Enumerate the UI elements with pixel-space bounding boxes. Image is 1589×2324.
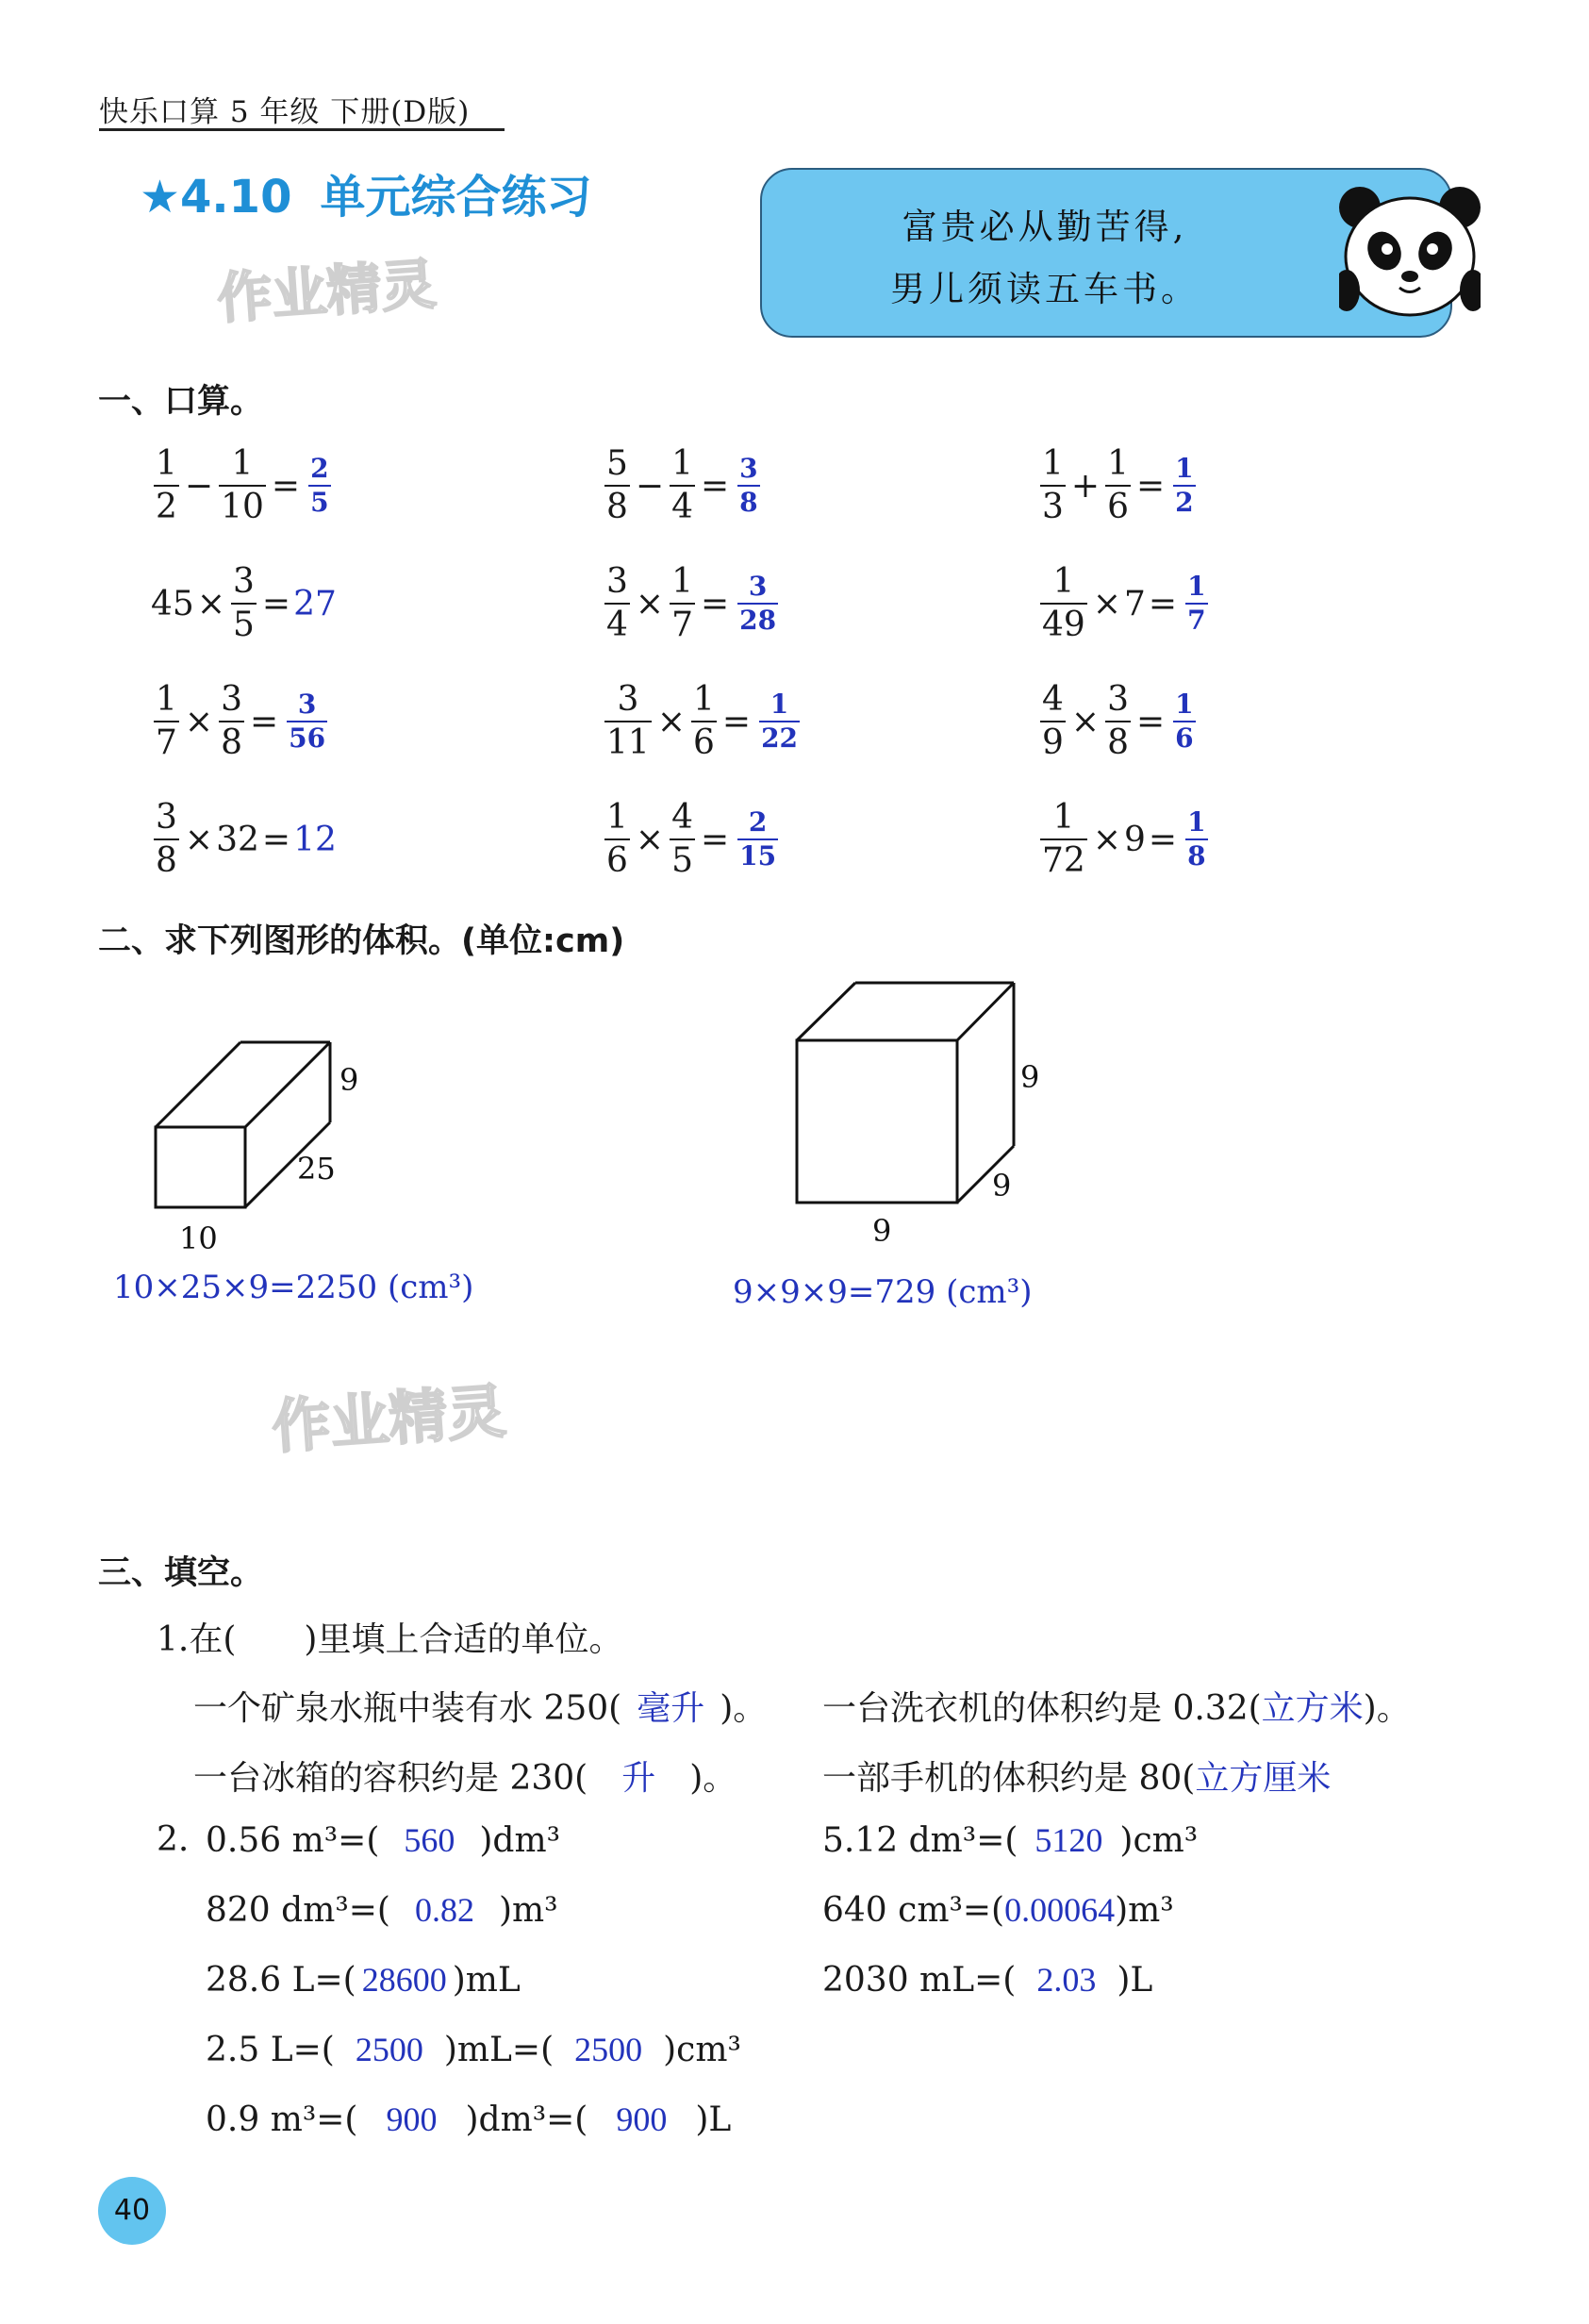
numerator: 1 [1052, 562, 1075, 601]
fill-q1-prompt: 1.在( )里填上合适的单位。 [157, 1620, 623, 1659]
operator: = [700, 584, 730, 623]
operator: × [656, 702, 686, 741]
operator: = [261, 820, 291, 859]
numerator: 3 [297, 689, 317, 720]
answer-blank: 立方米 [1261, 1689, 1364, 1727]
fraction [1040, 679, 1066, 764]
denominator: 6 [1175, 722, 1194, 754]
answer-fraction [737, 806, 778, 872]
fraction [670, 797, 695, 882]
operator: = [700, 820, 730, 859]
numerator: 3 [232, 562, 255, 601]
denominator: 9 [1040, 721, 1066, 764]
answer-blank: 900 [386, 2100, 438, 2138]
text: 一部手机的体积约是 80( [822, 1759, 1196, 1798]
text: 820 dm³=( [206, 1891, 390, 1930]
operator: − [184, 466, 214, 506]
denominator: 4 [604, 603, 630, 646]
conversion-row [206, 1890, 558, 1930]
math-problem [151, 542, 337, 665]
text: )L [695, 2100, 732, 2139]
text: )mL [452, 1961, 521, 2000]
math-problem [151, 778, 337, 901]
denominator: 8 [739, 487, 758, 518]
operator: = [700, 466, 730, 506]
denominator: 8 [1187, 840, 1206, 872]
math-problem [151, 660, 327, 783]
fraction [604, 679, 652, 764]
numerator: 3 [156, 798, 177, 837]
cube-side-label: 9 [992, 1168, 1012, 1204]
motto-line-2: 男儿须读五车书。 [890, 269, 1200, 309]
fraction [1040, 797, 1087, 882]
conversion-row [822, 1960, 1152, 2000]
numerator: 1 [671, 562, 693, 601]
conversion-row [822, 1820, 1198, 1860]
operator: − [635, 466, 665, 506]
denominator: 28 [739, 605, 777, 636]
motto-text [762, 196, 1328, 321]
text: 一台洗衣机的体积约是 0.32( [822, 1689, 1262, 1728]
answer-blank: 立方厘米 [1195, 1759, 1332, 1797]
numerator: 1 [1175, 689, 1194, 720]
answer-fraction [759, 689, 800, 755]
math-problem [1037, 660, 1196, 783]
numerator: 1 [770, 689, 789, 720]
operator: = [1148, 820, 1178, 859]
denominator: 6 [691, 721, 717, 764]
denominator: 5 [231, 603, 257, 646]
math-problem [151, 424, 331, 547]
answer-blank: 900 [616, 2100, 668, 2138]
denominator: 10 [219, 485, 266, 528]
answer-blank: 2.03 [1036, 1961, 1097, 1999]
number: 7 [1123, 584, 1146, 623]
fraction [604, 561, 630, 646]
answer-blank: 560 [404, 1821, 455, 1859]
number: 9 [1123, 820, 1146, 859]
numerator: 1 [692, 680, 715, 719]
cube-figure [783, 971, 1066, 1254]
fraction [670, 443, 695, 528]
answer-fraction [737, 453, 759, 519]
text: )cm³ [1119, 1821, 1199, 1860]
denominator: 6 [604, 838, 630, 882]
text: 一台冰箱的容积约是 230( [193, 1759, 588, 1798]
answer-fraction [1173, 689, 1195, 755]
fraction [691, 679, 717, 764]
denominator: 22 [761, 722, 799, 754]
operator: × [196, 584, 225, 623]
answer-blank: 2500 [355, 2031, 423, 2068]
operator: = [261, 584, 291, 623]
conversion-row [206, 1820, 560, 1860]
number: 32 [216, 820, 259, 859]
math-problem [602, 778, 778, 901]
section-1-title: 一、口算。 [98, 383, 264, 421]
operator: = [1148, 584, 1178, 623]
header-underline [99, 128, 505, 131]
number: 45 [151, 584, 194, 623]
denominator: 49 [1040, 603, 1087, 646]
denominator: 5 [310, 487, 329, 518]
math-problem [1037, 424, 1196, 547]
answer-blank: 2500 [574, 2031, 643, 2068]
answer-blank: 0.00064 [1004, 1891, 1116, 1929]
page-number: 40 [98, 2177, 166, 2245]
conversion-row [822, 1890, 1174, 1930]
answer-blank: 5120 [1035, 1821, 1103, 1859]
denominator: 5 [670, 838, 695, 882]
numerator: 3 [1107, 680, 1129, 719]
answer-fraction [1185, 806, 1207, 872]
section-3-title: 三、填空。 [98, 1554, 264, 1592]
cube-volume-answer: 9×9×9=729 (cm³) [733, 1273, 1033, 1311]
fill-q1-line [193, 1751, 737, 1800]
fraction [231, 561, 257, 646]
numerator: 4 [1042, 680, 1064, 719]
operator: = [271, 466, 301, 506]
denominator: 7 [670, 603, 695, 646]
denominator: 72 [1040, 838, 1087, 882]
denominator: 2 [154, 485, 179, 528]
answer-fraction [287, 689, 327, 755]
denominator: 11 [604, 721, 652, 764]
text: )。 [689, 1759, 737, 1798]
operator: = [1135, 702, 1166, 741]
fraction [1040, 561, 1087, 646]
operator: × [1092, 820, 1121, 859]
numerator: 1 [671, 444, 693, 483]
watermark: 作业精灵 [270, 1376, 508, 1462]
conversion-row [206, 2100, 731, 2139]
text: )。 [1363, 1689, 1411, 1728]
text: )dm³ [479, 1821, 561, 1860]
fraction [604, 443, 630, 528]
numerator: 3 [606, 562, 628, 601]
fill-q1-line [822, 1682, 1411, 1730]
text: )m³ [498, 1891, 558, 1930]
denominator: 6 [1105, 485, 1131, 528]
cube-front-label: 9 [872, 1213, 892, 1249]
section-2-title: 二、求下列图形的体积。(单位:cm) [98, 922, 625, 960]
operator: = [249, 702, 279, 741]
answer-fraction [737, 571, 778, 637]
watermark: 作业精灵 [215, 251, 439, 331]
fraction [219, 443, 266, 528]
denominator: 4 [670, 485, 695, 528]
math-problem [1037, 542, 1208, 665]
fraction [219, 679, 244, 764]
operator: × [635, 820, 665, 859]
denominator: 3 [1040, 485, 1066, 528]
fraction [154, 797, 179, 882]
operator: × [635, 584, 665, 623]
denominator: 8 [1105, 721, 1131, 764]
operator: × [184, 702, 214, 741]
numerator: 2 [310, 453, 329, 484]
answer-fraction [1185, 571, 1207, 637]
numerator: 5 [606, 444, 628, 483]
cube-height-label: 9 [1020, 1059, 1040, 1095]
text: 0.56 m³=( [206, 1821, 380, 1860]
fraction [1040, 443, 1066, 528]
operator: = [1135, 466, 1166, 506]
text: 5.12 dm³=( [822, 1821, 1018, 1860]
numerator: 1 [606, 798, 628, 837]
numerator: 2 [748, 806, 768, 838]
text: 640 cm³=( [822, 1891, 1005, 1930]
fill-q2-label: 2. [157, 1820, 190, 1859]
answer: 27 [293, 584, 337, 623]
answer-fraction [308, 453, 330, 519]
numerator: 1 [231, 444, 254, 483]
fraction [604, 797, 630, 882]
text: 2.5 L=( [206, 2031, 335, 2069]
text: 28.6 L=( [206, 1961, 356, 2000]
star-icon: ★ [140, 171, 181, 224]
fraction [1105, 679, 1131, 764]
text: )dm³=( [465, 2100, 588, 2139]
denominator: 8 [154, 838, 179, 882]
numerator: 1 [1107, 444, 1129, 483]
text: )m³ [1115, 1891, 1174, 1930]
conversion-row [206, 1960, 521, 2000]
math-problem [1037, 778, 1208, 901]
cuboid-height-label: 9 [339, 1062, 359, 1098]
math-problem [602, 660, 800, 783]
numerator: 3 [617, 680, 639, 719]
numerator: 1 [156, 680, 177, 719]
numerator: 3 [739, 453, 758, 484]
panda-icon [1339, 179, 1481, 321]
text: )L [1117, 1961, 1153, 2000]
denominator: 2 [1175, 487, 1194, 518]
answer-fraction [1173, 453, 1195, 519]
fill-q1-line [193, 1682, 767, 1730]
cuboid-width-label: 25 [297, 1151, 336, 1187]
fraction [670, 561, 695, 646]
denominator: 56 [289, 722, 326, 754]
cuboid-figure [141, 1028, 377, 1254]
numerator: 1 [1187, 571, 1206, 602]
operator: × [1092, 584, 1121, 623]
lesson-number: 4.10 [180, 171, 292, 224]
numerator: 1 [1042, 444, 1064, 483]
denominator: 15 [739, 840, 777, 872]
denominator: 8 [219, 721, 244, 764]
fraction [1105, 443, 1131, 528]
numerator: 1 [1175, 453, 1194, 484]
answer-blank: 0.82 [414, 1891, 474, 1929]
text: 一个矿泉水瓶中装有水 250( [193, 1689, 622, 1728]
fraction [154, 443, 179, 528]
fill-q1-line [822, 1751, 1331, 1800]
text: )mL=( [443, 2031, 554, 2069]
book-header: 快乐口算 5 年级 下册(D版) [99, 95, 471, 129]
math-problem [602, 424, 760, 547]
numerator: 1 [156, 444, 177, 483]
answer-blank: 升 [621, 1759, 656, 1797]
numerator: 3 [748, 571, 768, 602]
operator: + [1070, 466, 1101, 506]
denominator: 7 [154, 721, 179, 764]
text: )。 [720, 1689, 768, 1728]
cuboid-volume-answer: 10×25×9=2250 (cm³) [113, 1269, 474, 1306]
text: 0.9 m³=( [206, 2100, 358, 2139]
numerator: 1 [1052, 798, 1075, 837]
fraction [154, 679, 179, 764]
text: 2030 mL=( [822, 1961, 1017, 2000]
denominator: 7 [1187, 605, 1206, 636]
numerator: 4 [671, 798, 693, 837]
answer-blank: 毫升 [637, 1689, 705, 1727]
math-problem [602, 542, 778, 665]
motto-line-1: 富贵必从勤苦得, [902, 207, 1188, 247]
operator: × [184, 820, 214, 859]
conversion-row [206, 2030, 741, 2069]
answer: 12 [293, 820, 337, 859]
numerator: 1 [1187, 806, 1206, 838]
answer-blank: 28600 [361, 1961, 447, 1999]
operator: = [721, 702, 752, 741]
operator: × [1070, 702, 1101, 741]
lesson-title [140, 160, 591, 225]
numerator: 3 [221, 680, 242, 719]
cuboid-length-label: 10 [179, 1220, 218, 1254]
denominator: 8 [604, 485, 630, 528]
text: )cm³ [663, 2031, 741, 2069]
lesson-name: 单元综合练习 [320, 171, 592, 224]
